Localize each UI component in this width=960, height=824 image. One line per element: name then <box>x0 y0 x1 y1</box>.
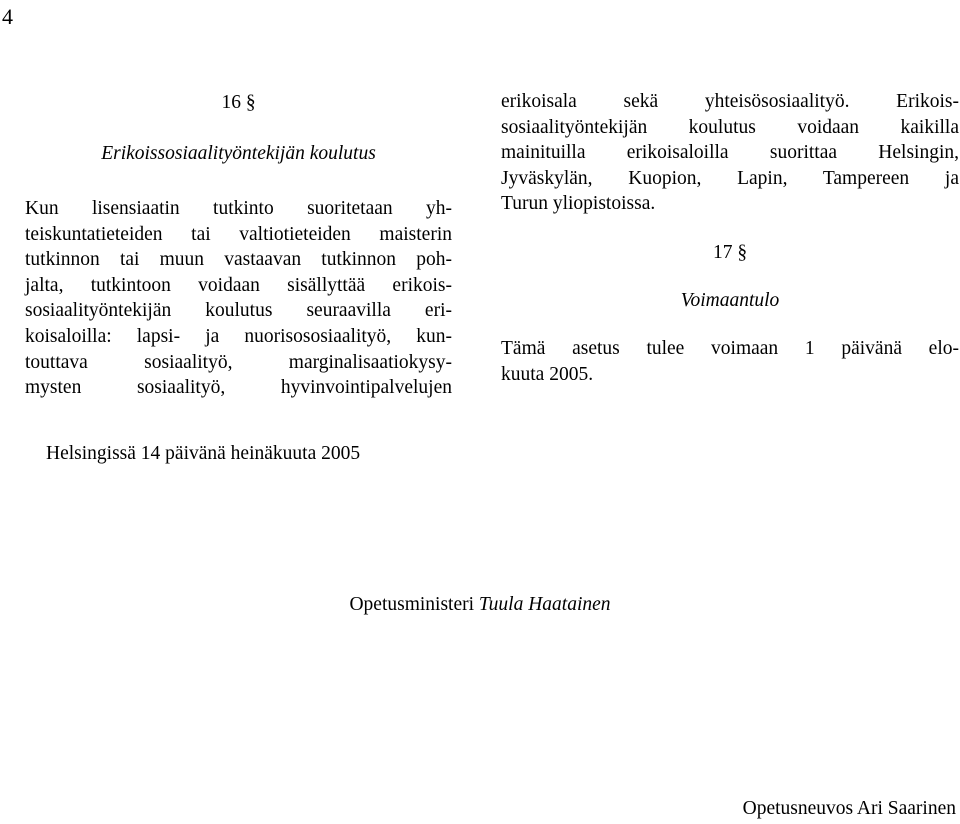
text-line: sosiaalityöntekijän koulutus seuraavilla eri- <box>25 300 452 322</box>
section-16-paragraph <box>25 196 452 401</box>
text-line: kuuta 2005. <box>501 363 594 385</box>
text-line: Kun lisensiaatin tutkinto suoritetaan yh- <box>25 198 452 219</box>
text-line: teiskuntatieteiden tai valtiotieteiden maisterin <box>25 223 452 245</box>
text-line: tutkinnon tai muun vastaavan tutkinnon poh- <box>25 249 452 271</box>
text-line: Jyväskylän, Kuopion, Lapin, Tampereen ja <box>501 167 959 189</box>
section-17-paragraph <box>501 336 959 387</box>
text-line: mainituilla erikoisaloilla suorittaa Helsingin, <box>501 142 959 164</box>
page-number: 4 <box>2 4 13 29</box>
section-16-number: 16 § <box>221 92 256 113</box>
minister-name: Tuula Haatainen <box>478 594 611 615</box>
text-line: touttava sosiaalityö, marginalisaatiokysy- <box>25 351 452 373</box>
section-17-title: Voimaantulo <box>680 289 780 311</box>
place-and-date: Helsingissä 14 päivänä heinäkuuta 2005 <box>46 443 361 464</box>
counsellor-signature: Opetusneuvos Ari Saarinen <box>742 798 956 819</box>
minister-signature <box>0 592 960 618</box>
text-line: erikoisala sekä yhteisösosiaalityö. Erikois- <box>501 91 959 112</box>
section-16-title: Erikoissosiaalityöntekijän koulutus <box>101 143 376 164</box>
section-16-paragraph-continued <box>501 89 959 217</box>
text-line: Tämä asetus tulee voimaan 1 päivänä elo- <box>501 337 959 359</box>
text-line: koisaloilla: lapsi- ja nuorisososiaalityö, kun- <box>25 325 452 347</box>
minister-title: Opetusministeri <box>349 594 475 615</box>
text-line: sosiaalityöntekijän koulutus voidaan kaikilla <box>501 116 959 138</box>
right-column <box>501 89 959 387</box>
text-line: Turun yliopistoissa. <box>501 193 656 215</box>
text-line: mysten sosiaalityö, hyvinvointipalvelujen <box>25 377 452 399</box>
section-17-number: 17 § <box>712 241 748 263</box>
text-line: jalta, tutkintoon voidaan sisällyttää erikois- <box>25 274 452 296</box>
left-column <box>25 89 452 401</box>
